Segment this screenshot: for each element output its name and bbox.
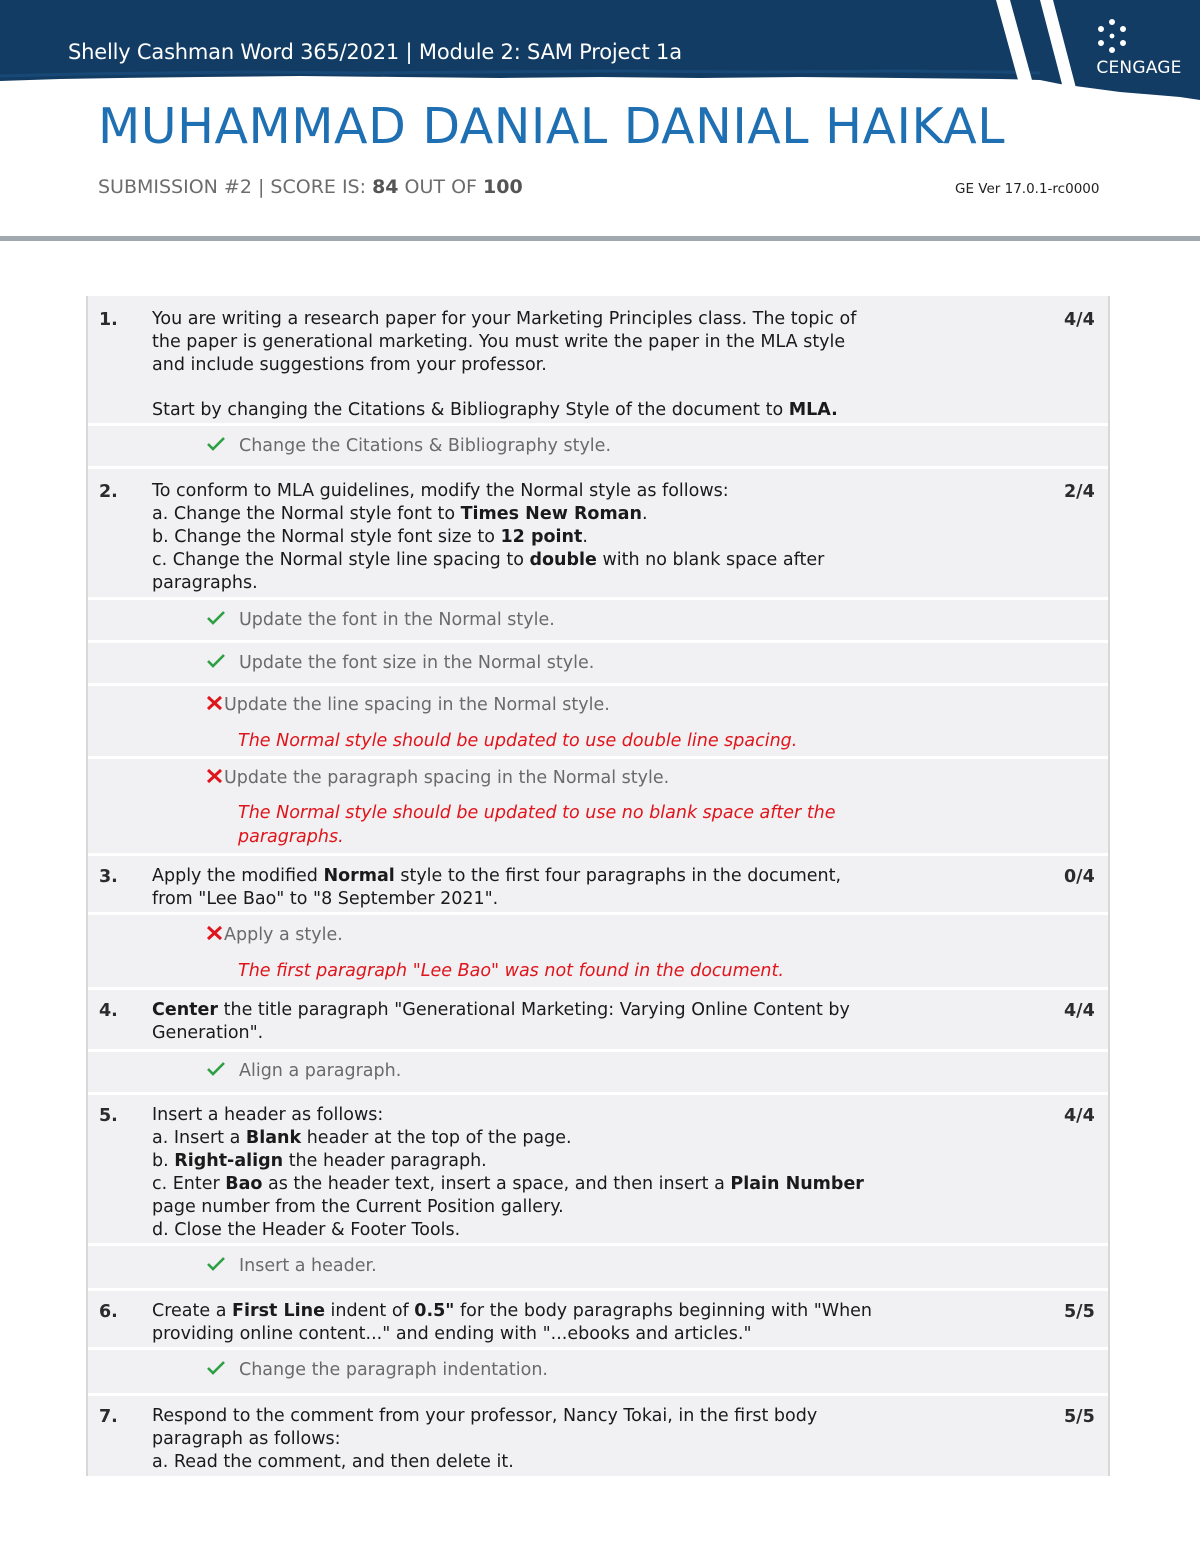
check-label: Update the font in the Normal style. <box>239 610 555 630</box>
task-line: paragraph as follows: <box>152 1429 341 1449</box>
check-label: Update the paragraph spacing in the Normal style. <box>224 768 670 788</box>
task-line: Insert a header as follows: <box>152 1105 384 1125</box>
error-feedback <box>238 801 958 849</box>
task-line <box>152 399 972 422</box>
task-line: the paper is generational marketing. You must write the paper in the MLA style <box>152 332 846 352</box>
checkmark-icon <box>206 1061 226 1077</box>
check-row <box>88 426 1108 466</box>
check-item <box>206 1360 548 1380</box>
check-row <box>88 686 1108 756</box>
task-line: and include suggestions from your professor. <box>152 355 547 375</box>
task-line: providing online content..." and ending with "...ebooks and articles." <box>152 1324 752 1344</box>
task-table <box>86 296 1110 1476</box>
submission-prefix: SUBMISSION #2 | SCORE IS: <box>98 176 373 198</box>
task-score: 5/5 <box>1064 1407 1095 1427</box>
checkmark-icon <box>206 436 226 452</box>
task-row <box>88 990 1108 1049</box>
task-row <box>88 1095 1108 1243</box>
task-line: page number from the Current Position gallery. <box>152 1197 564 1217</box>
cross-icon <box>206 925 223 941</box>
task-number: 5. <box>99 1106 118 1126</box>
task-row <box>88 856 1108 912</box>
check-row <box>88 643 1108 683</box>
task-number: 2. <box>99 482 118 502</box>
task-row <box>88 296 1108 423</box>
student-name: MUHAMMAD DANIAL DANIAL HAIKAL <box>98 98 1006 155</box>
checkmark-icon <box>206 610 226 626</box>
task-line: Generation". <box>152 1023 264 1043</box>
check-row <box>88 1052 1108 1092</box>
task-text: header at the top of the page. <box>301 1128 572 1148</box>
task-text: b. <box>152 1151 175 1171</box>
check-row <box>88 1350 1108 1393</box>
score-total: 100 <box>483 176 523 198</box>
check-item <box>206 925 343 945</box>
task-line <box>152 999 972 1022</box>
check-label: Update the font size in the Normal style. <box>239 653 595 673</box>
task-text: the header paragraph. <box>283 1151 487 1171</box>
task-text: the title paragraph "Generational Marketing: Varying Online Content by <box>218 1000 850 1020</box>
check-label: Change the Citations & Bibliography style. <box>239 436 612 456</box>
checkmark-icon <box>206 1256 226 1272</box>
task-emphasis: Blank <box>245 1128 302 1148</box>
submission-score <box>98 176 523 198</box>
check-item <box>206 653 594 673</box>
task-line <box>152 526 972 549</box>
task-emphasis: 0.5" <box>414 1301 455 1321</box>
submission-mid: OUT OF <box>398 176 483 198</box>
task-text: . <box>641 504 648 524</box>
check-label: Insert a header. <box>239 1256 377 1276</box>
task-score: 2/4 <box>1064 482 1095 502</box>
header-banner <box>0 0 1200 100</box>
check-row <box>88 1246 1108 1288</box>
task-line: a. Read the comment, and then delete it. <box>152 1452 514 1472</box>
divider <box>0 236 1200 241</box>
cengage-logo-text: CENGAGE <box>1096 58 1182 78</box>
task-text: Apply the modified <box>152 866 324 886</box>
check-item <box>206 1256 377 1276</box>
task-number: 7. <box>99 1407 118 1427</box>
task-description <box>152 480 972 595</box>
task-line <box>152 865 972 888</box>
task-emphasis: double <box>529 550 597 570</box>
task-description <box>152 1300 992 1346</box>
feedback-line: paragraphs. <box>238 827 344 847</box>
task-spacer <box>152 377 972 399</box>
task-number: 6. <box>99 1302 118 1322</box>
task-emphasis: MLA. <box>788 400 838 420</box>
check-row <box>88 600 1108 640</box>
task-score: 4/4 <box>1064 1001 1095 1021</box>
task-line: Respond to the comment from your professor, Nancy Tokai, in the first body <box>152 1406 818 1426</box>
task-number: 3. <box>99 867 118 887</box>
task-emphasis: First Line <box>232 1301 325 1321</box>
task-line: You are writing a research paper for your Marketing Principles class. The topic of <box>152 309 857 329</box>
check-row <box>88 915 1108 987</box>
check-row <box>88 759 1108 853</box>
check-label: Change the paragraph indentation. <box>239 1360 548 1380</box>
check-label: Apply a style. <box>224 925 343 945</box>
task-row <box>88 469 1108 597</box>
project-title: Shelly Cashman Word 365/2021 | Module 2: SAM Project 1a <box>68 40 682 64</box>
task-emphasis: 12 point <box>500 527 583 547</box>
task-row <box>88 1396 1108 1476</box>
task-number: 1. <box>99 310 118 330</box>
cengage-logo <box>1094 18 1184 82</box>
check-label: Align a paragraph. <box>239 1061 402 1081</box>
task-emphasis: Bao <box>225 1174 263 1194</box>
task-line <box>152 1300 992 1323</box>
task-text: with no blank space after <box>596 550 825 570</box>
check-item <box>206 695 610 715</box>
task-text: indent of <box>324 1301 415 1321</box>
task-emphasis: Right-align <box>174 1151 284 1171</box>
task-description <box>152 1405 972 1474</box>
task-text: c. Change the Normal style line spacing to <box>152 550 530 570</box>
check-item <box>206 610 555 630</box>
check-item <box>206 768 669 788</box>
error-feedback: The first paragraph "Lee Bao" was not found in the document. <box>238 961 784 981</box>
checkmark-icon <box>206 653 226 669</box>
task-score: 5/5 <box>1064 1302 1095 1322</box>
task-score: 4/4 <box>1064 310 1095 330</box>
task-emphasis: Normal <box>323 866 395 886</box>
task-text: for the body paragraphs beginning with "When <box>454 1301 873 1321</box>
checkmark-icon <box>206 1360 226 1376</box>
task-emphasis: Times New Roman <box>460 504 642 524</box>
feedback-line: The Normal style should be updated to use no blank space after the <box>238 803 836 823</box>
task-line <box>152 503 972 526</box>
task-description <box>152 999 972 1045</box>
cross-icon <box>206 695 223 711</box>
task-emphasis: Plain Number <box>730 1174 864 1194</box>
task-line <box>152 1150 972 1173</box>
task-line: d. Close the Header & Footer Tools. <box>152 1220 461 1240</box>
task-text: . <box>582 527 588 547</box>
task-score: 4/4 <box>1064 1106 1095 1126</box>
task-line: To conform to MLA guidelines, modify the Normal style as follows: <box>152 481 729 501</box>
task-line <box>152 549 972 572</box>
task-text: b. Change the Normal style font size to <box>152 527 501 547</box>
task-description <box>152 308 972 422</box>
task-text: a. Insert a <box>152 1128 246 1148</box>
error-feedback: The Normal style should be updated to use double line spacing. <box>238 731 798 751</box>
check-label: Update the line spacing in the Normal style. <box>224 695 610 715</box>
check-item <box>206 436 611 456</box>
task-line: from "Lee Bao" to "8 September 2021". <box>152 889 499 909</box>
score-value: 84 <box>372 176 399 198</box>
task-text: Create a <box>152 1301 232 1321</box>
cengage-logo-icon <box>1094 18 1130 54</box>
task-description <box>152 1104 972 1242</box>
task-row <box>88 1291 1108 1347</box>
task-text: style to the first four paragraphs in the document, <box>394 866 842 886</box>
task-line <box>152 1127 972 1150</box>
check-item <box>206 1061 401 1081</box>
task-description <box>152 865 972 911</box>
task-line <box>152 1173 972 1196</box>
version-label: GE Ver 17.0.1-rc0000 <box>955 181 1100 197</box>
task-text: a. Change the Normal style font to <box>152 504 461 524</box>
task-text: c. Enter <box>152 1174 226 1194</box>
task-text: Start by changing the Citations & Bibliography Style of the document to <box>152 400 789 420</box>
task-text: as the header text, insert a space, and then insert a <box>262 1174 731 1194</box>
task-score: 0/4 <box>1064 867 1095 887</box>
task-line: paragraphs. <box>152 573 258 593</box>
task-number: 4. <box>99 1001 118 1021</box>
cross-icon <box>206 768 223 784</box>
task-emphasis: Center <box>152 1000 219 1020</box>
